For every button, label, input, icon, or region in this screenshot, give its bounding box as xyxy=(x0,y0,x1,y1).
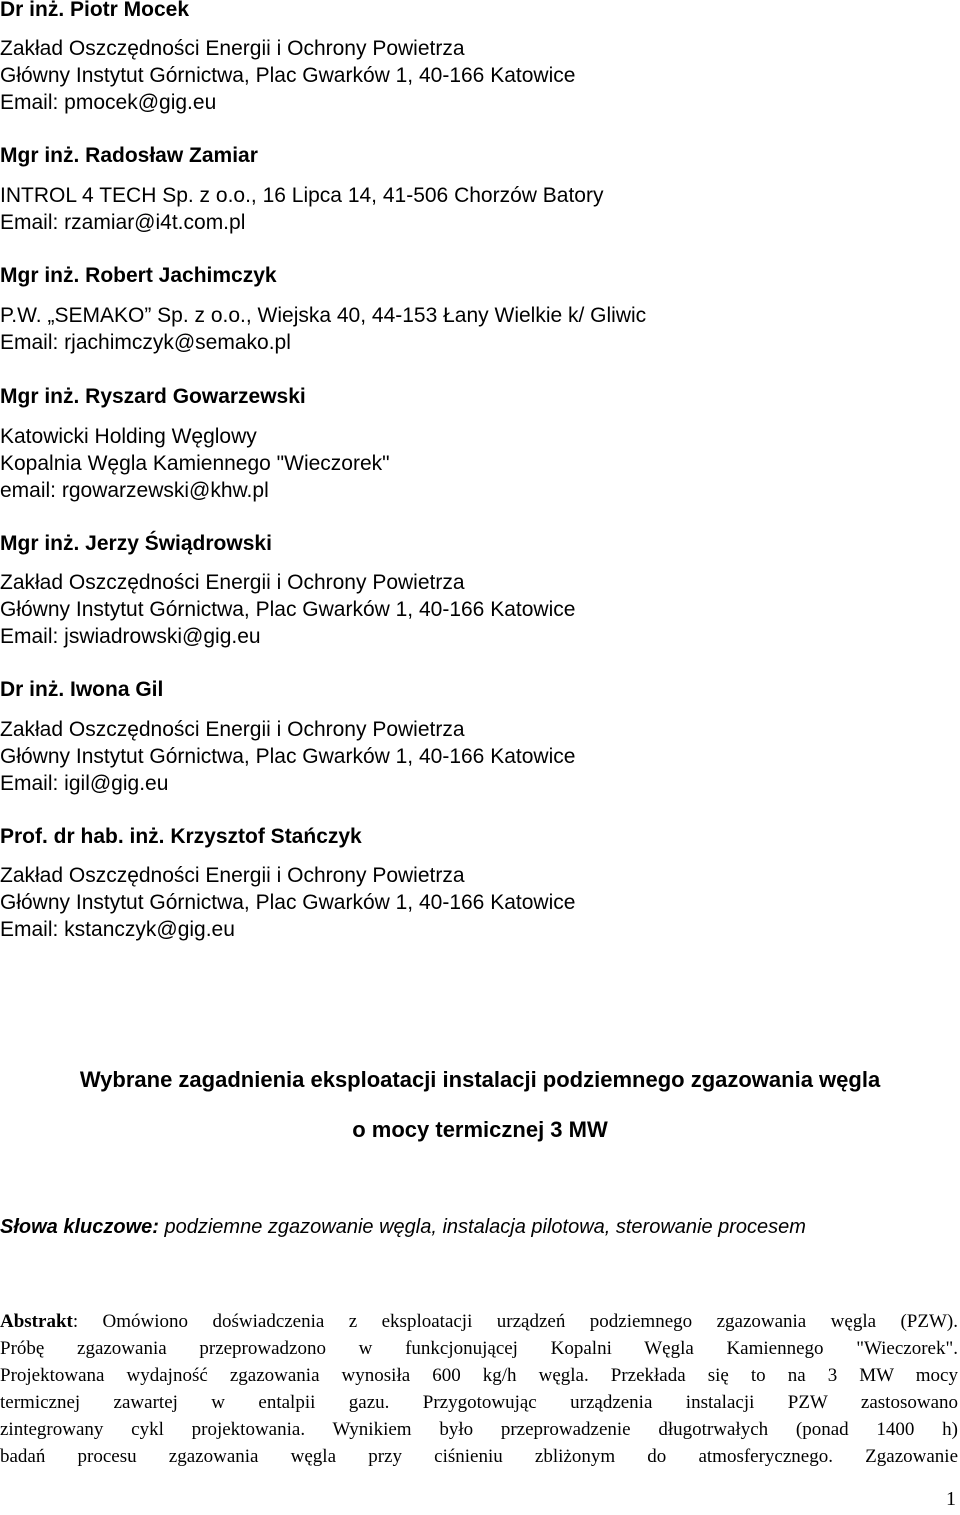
author-affiliation xyxy=(0,35,575,116)
author-affiliation xyxy=(0,302,646,356)
author-name: Mgr inż. Jerzy Świądrowski xyxy=(0,532,272,555)
author-block xyxy=(0,383,306,410)
abstract-line: Projektowana wydajność zgazowania wynosiła 600 kg/h węgla. Przekłada się to na 3 MW mocy xyxy=(0,1365,958,1386)
affiliation-line: Kopalnia Węgla Kamiennego "Wieczorek" xyxy=(0,452,390,475)
abstract-line: Próbę zgazowania przeprowadzono w funkcjonującej Kopalni Węgla Kamiennego "Wieczorek". xyxy=(0,1338,958,1359)
author-block xyxy=(0,262,277,289)
keywords-text: podziemne zgazowanie węgla, instalacja pilotowa, sterowanie procesem xyxy=(158,1216,806,1238)
abstract-line: zintegrowany cykl projektowania. Wynikiem było przeprowadzenie długotrwałych (ponad 1400 h) xyxy=(0,1419,958,1440)
author-email: Email: jswiadrowski@gig.eu xyxy=(0,625,261,648)
affiliation-line: Zakład Oszczędności Energii i Ochrony Powietrza xyxy=(0,718,465,741)
abstract-line: termicznej zawartej w entalpii gazu. Przygotowując urządzenia instalacji PZW zastosowano xyxy=(0,1392,958,1413)
keywords-label: Słowa kluczowe: xyxy=(0,1216,159,1238)
affiliation-line: Główny Instytut Górnictwa, Plac Gwarków 1, 40-166 Katowice xyxy=(0,598,576,621)
author-block xyxy=(0,676,163,703)
author-email: Email: kstanczyk@gig.eu xyxy=(0,918,235,941)
author-name: Dr inż. Iwona Gil xyxy=(0,678,164,701)
author-affiliation xyxy=(0,569,575,650)
affiliation-line: INTROL 4 TECH Sp. z o.o., 16 Lipca 14, 41-506 Chorzów Batory xyxy=(0,184,604,207)
author-email: email: rgowarzewski@khw.pl xyxy=(0,479,269,502)
paper-subtitle: o mocy termicznej 3 MW xyxy=(352,1117,608,1142)
author-email: Email: rjachimczyk@semako.pl xyxy=(0,331,291,354)
abstract-line xyxy=(0,1308,958,1335)
author-name: Mgr inż. Robert Jachimczyk xyxy=(0,264,277,287)
author-name: Mgr inż. Radosław Zamiar xyxy=(0,144,258,167)
author-affiliation xyxy=(0,182,603,236)
author-name: Mgr inż. Ryszard Gowarzewski xyxy=(0,385,306,408)
paper-title: Wybrane zagadnienia eksploatacji instalacji podziemnego zgazowania węgla xyxy=(79,1067,881,1092)
author-block xyxy=(0,0,189,23)
author-block xyxy=(0,530,272,557)
affiliation-line: Zakład Oszczędności Energii i Ochrony Powietrza xyxy=(0,571,465,594)
author-affiliation xyxy=(0,862,575,943)
author-block xyxy=(0,142,258,169)
affiliation-line: Główny Instytut Górnictwa, Plac Gwarków 1, 40-166 Katowice xyxy=(0,891,576,914)
author-name: Dr inż. Piotr Mocek xyxy=(0,0,190,21)
affiliation-line: P.W. „SEMAKO” Sp. z o.o., Wiejska 40, 44-153 Łany Wielkie k/ Gliwic xyxy=(0,304,647,327)
affiliation-line: Główny Instytut Górnictwa, Plac Gwarków 1, 40-166 Katowice xyxy=(0,64,576,87)
author-affiliation xyxy=(0,716,575,797)
abstract-label: Abstrakt xyxy=(0,1311,73,1332)
abstract-line: badań procesu zgazowania węgla przy ciśnieniu zbliżonym do atmosferycznego. Zgazowanie xyxy=(0,1446,958,1467)
affiliation-line: Zakład Oszczędności Energii i Ochrony Powietrza xyxy=(0,864,465,887)
abstract-first-line: : Omówiono doświadczenia z eksploatacji urządzeń podziemnego zgazowania węgla (PZW). xyxy=(72,1311,958,1332)
affiliation-line: Katowicki Holding Węglowy xyxy=(0,425,257,448)
author-affiliation xyxy=(0,423,390,504)
keywords xyxy=(0,1216,806,1239)
page-number: 1 xyxy=(946,1488,956,1510)
author-block xyxy=(0,823,362,850)
abstract xyxy=(0,1308,958,1470)
author-name: Prof. dr hab. inż. Krzysztof Stańczyk xyxy=(0,825,362,848)
author-email: Email: igil@gig.eu xyxy=(0,772,169,795)
author-email: Email: pmocek@gig.eu xyxy=(0,91,217,114)
affiliation-line: Zakład Oszczędności Energii i Ochrony Powietrza xyxy=(0,37,465,60)
affiliation-line: Główny Instytut Górnictwa, Plac Gwarków 1, 40-166 Katowice xyxy=(0,745,576,768)
author-email: Email: rzamiar@i4t.com.pl xyxy=(0,211,246,234)
